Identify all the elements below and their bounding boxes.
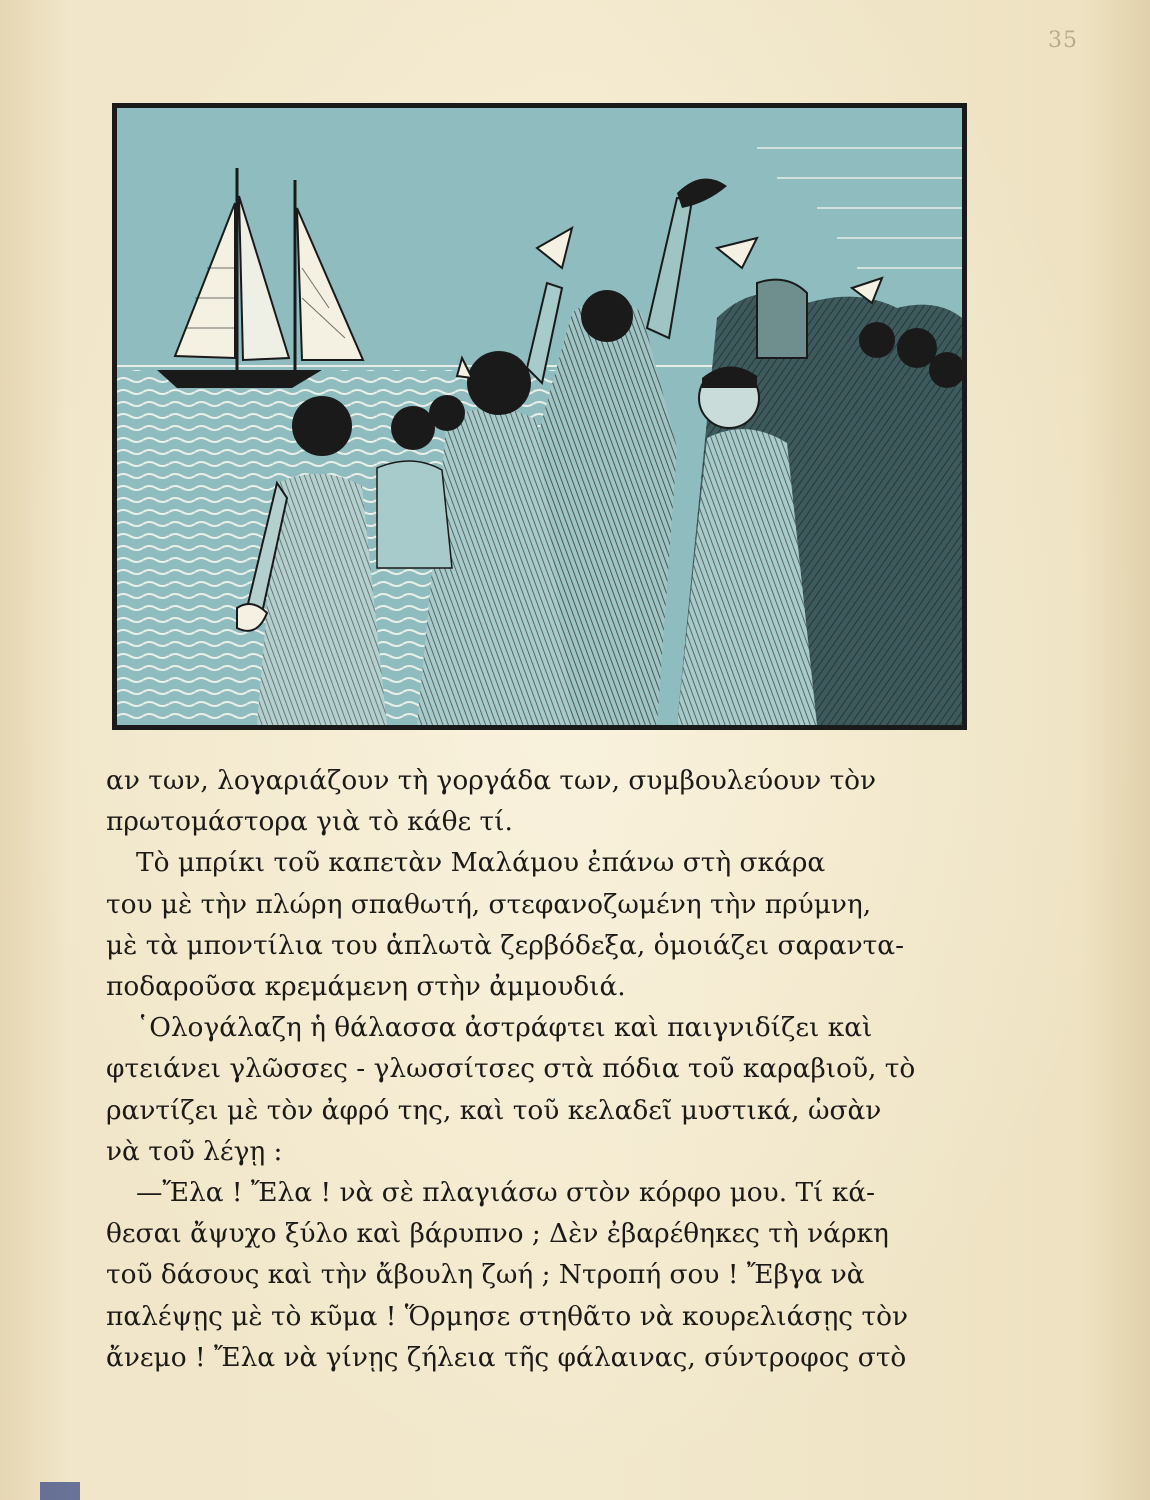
text-line: —Ἔλα ! Ἔλα ! νὰ σὲ πλαγιάσω στὸν κόρφο μου. Τί κά- [136,1177,876,1209]
ink-stain [40,1482,80,1500]
text-line: τοῦ δάσους καὶ τὴν ἄβουλη ζωή ; Ντροπή σου ! Ἔβγα νὰ [106,1259,865,1291]
text-line: Τὸ μπρίκι τοῦ καπετὰν Μαλάμου ἐπάνω στὴ σκάρα [136,847,826,879]
text-line: του μὲ τὴν πλώρη σπαθωτή, στεφανοζωμένη τὴν πρύμνη, [106,888,872,920]
page-number: 35 [1048,28,1078,53]
text-line: πρωτομάστορα γιὰ τὸ κάθε τί. [106,806,513,838]
text-line: ῾Ολογάλαζη ἡ θάλασσα ἀστράφτει καὶ παιγνιδίζει καὶ [136,1012,873,1044]
woodcut-illustration [112,103,967,730]
text-line: ποδαροῦσα κρεμάμενη στὴν ἀμμουδιά. [106,971,626,1003]
text-line: θεσαι ἄψυχο ξύλο καὶ βάρυπνο ; Δὲν ἐβαρέθηκες τὴ νάρκη [106,1218,889,1250]
text-line: μὲ τὰ μποντίλια του ἁπλωτὰ ζερβόδεξα, ὁμοιάζει σαραντα- [106,929,905,961]
text-line: αν των, λογαριάζουν τὴ γοργάδα των, συμβουλεύουν τὸν [106,765,877,796]
text-line: ἄνεμο ! Ἔλα νὰ γίνῃς ζήλεια τῆς φάλαινας, σύντροφος στὸ [106,1341,907,1373]
text-line: παλέψῃς μὲ τὸ κῦμα ! Ὅρμησε στηθᾶτο νὰ κουρελιάσῃς τὸν [106,1300,909,1332]
text-line: ραντίζει μὲ τὸν ἀφρό της, καὶ τοῦ κελαδεῖ μυστικά, ὡσὰν [106,1094,882,1126]
body-text [106,760,966,1378]
text-line: νὰ τοῦ λέγῃ : [106,1135,283,1167]
text-line: φτειάνει γλῶσσες - γλωσσίτσες στὰ πόδια τοῦ καραβιοῦ, τὸ [106,1053,916,1085]
